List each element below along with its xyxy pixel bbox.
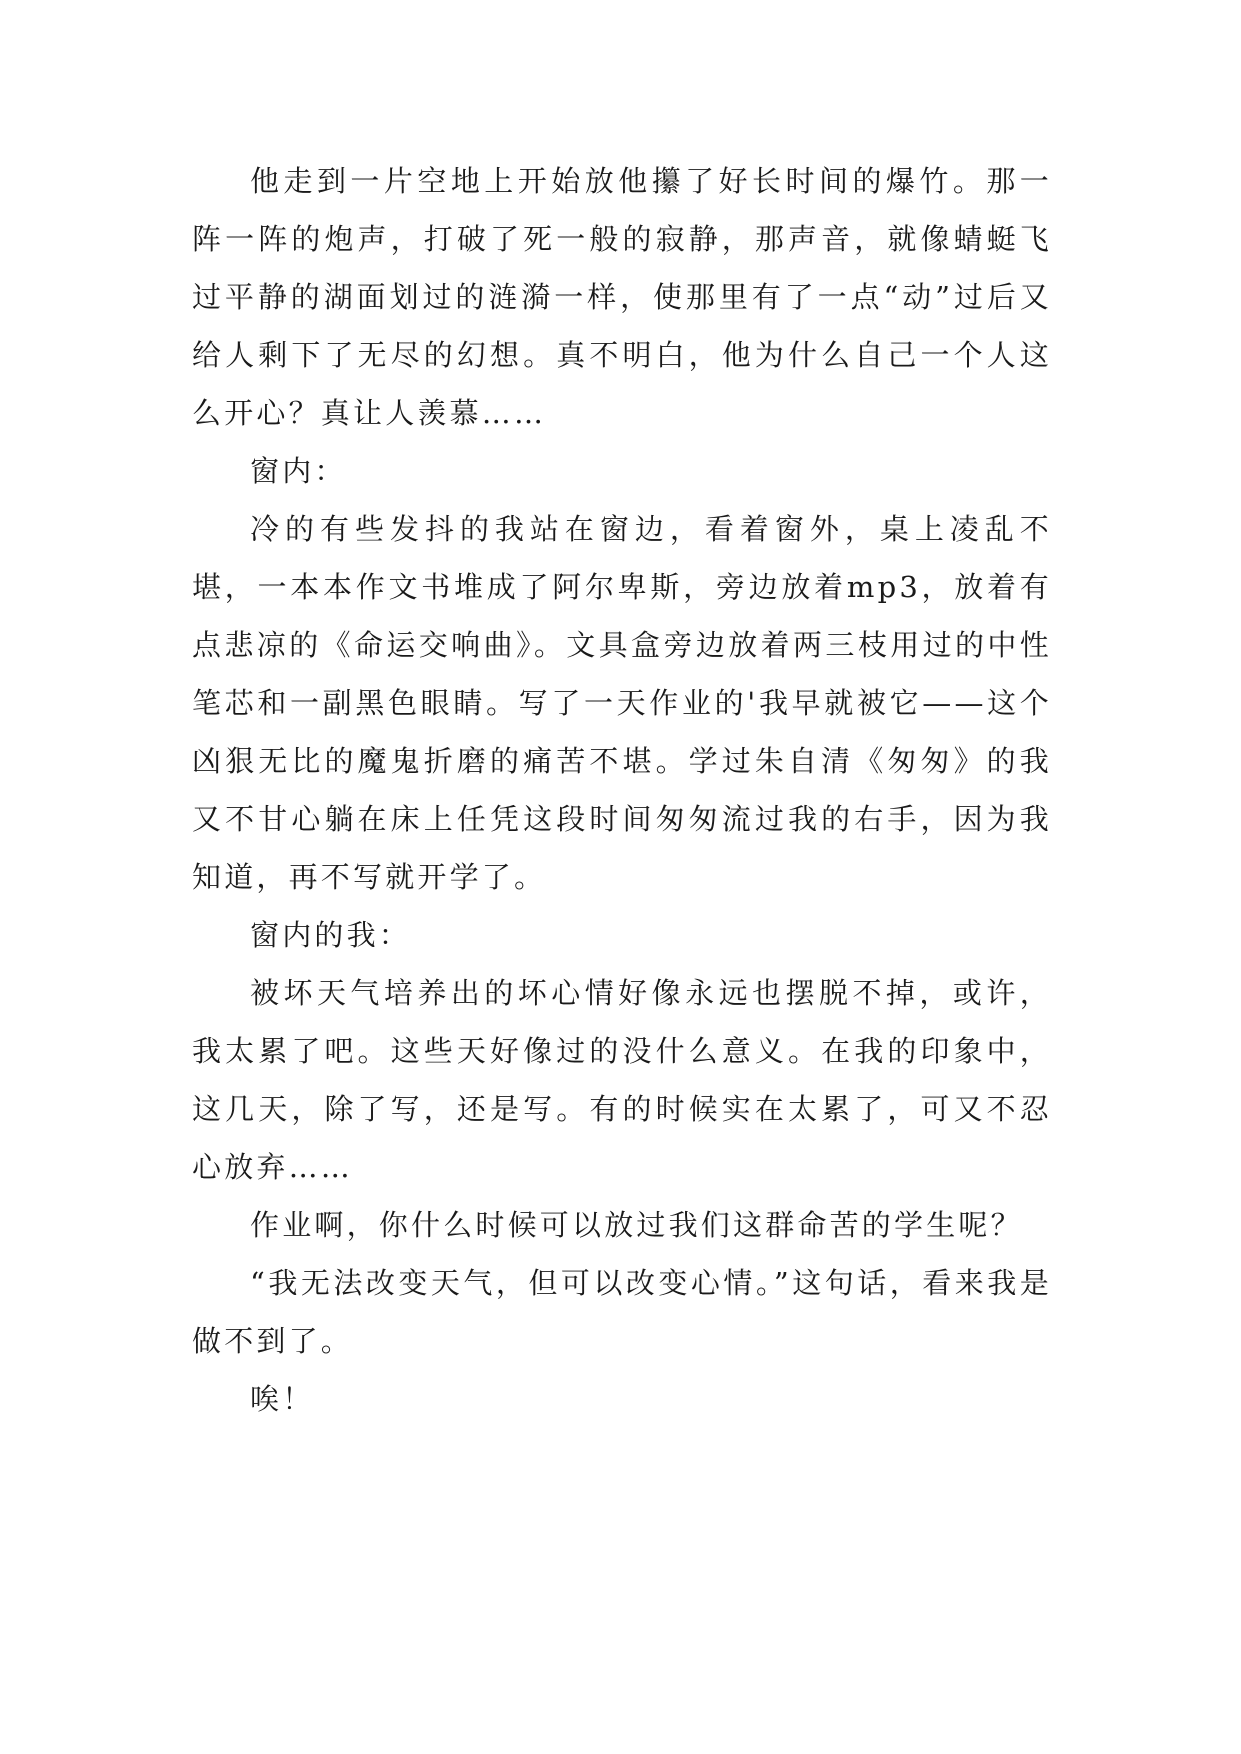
paragraph-quote: “我无法改变天气，但可以改变心情。”这句话，看来我是做不到了。 — [192, 1266, 1052, 1358]
section-heading-inside-window: 窗内： — [250, 454, 347, 488]
paragraph-bad-mood: 被坏天气培养出的坏心情好像永远也摆脱不掉，或许，我太累了吧。这些天好像过的没什么意义。在我的印象中，这几天，除了写，还是写。有的时候实在太累了，可又不忍心放弃…… — [192, 976, 1052, 1184]
document-body — [192, 152, 1052, 1428]
paragraph-homework-lament: 作业啊，你什么时候可以放过我们这群命苦的学生呢？ — [250, 1208, 1023, 1242]
paragraph-firecrackers: 他走到一片空地上开始放他攥了好长时间的爆竹。那一阵一阵的炮声，打破了死一般的寂静，那声音，就像蜻蜓飞过平静的湖面划过的涟漪一样，使那里有了一点“动”过后又给人剩下了无尽的幻想。真不明白，他为什么自己一个人这么开心？真让人羡慕…… — [192, 164, 1052, 430]
paragraph-desk-scene: 冷的有些发抖的我站在窗边，看着窗外，桌上凌乱不堪，一本本作文书堆成了阿尔卑斯，旁边放着mp3，放着有点悲凉的《命运交响曲》。文具盒旁边放着两三枝用过的中性笔芯和一副黑色眼睛。写了一天作业的'我早就被它——这个凶狠无比的魔鬼折磨的痛苦不堪。学过朱自清《匆匆》的我又不甘心躺在床上任凭这段时间匆匆流过我的右手，因为我知道，再不写就开学了。 — [192, 512, 1052, 894]
section-heading-me-inside-window: 窗内的我： — [250, 918, 412, 952]
paragraph-sigh: 唉！ — [250, 1382, 315, 1416]
